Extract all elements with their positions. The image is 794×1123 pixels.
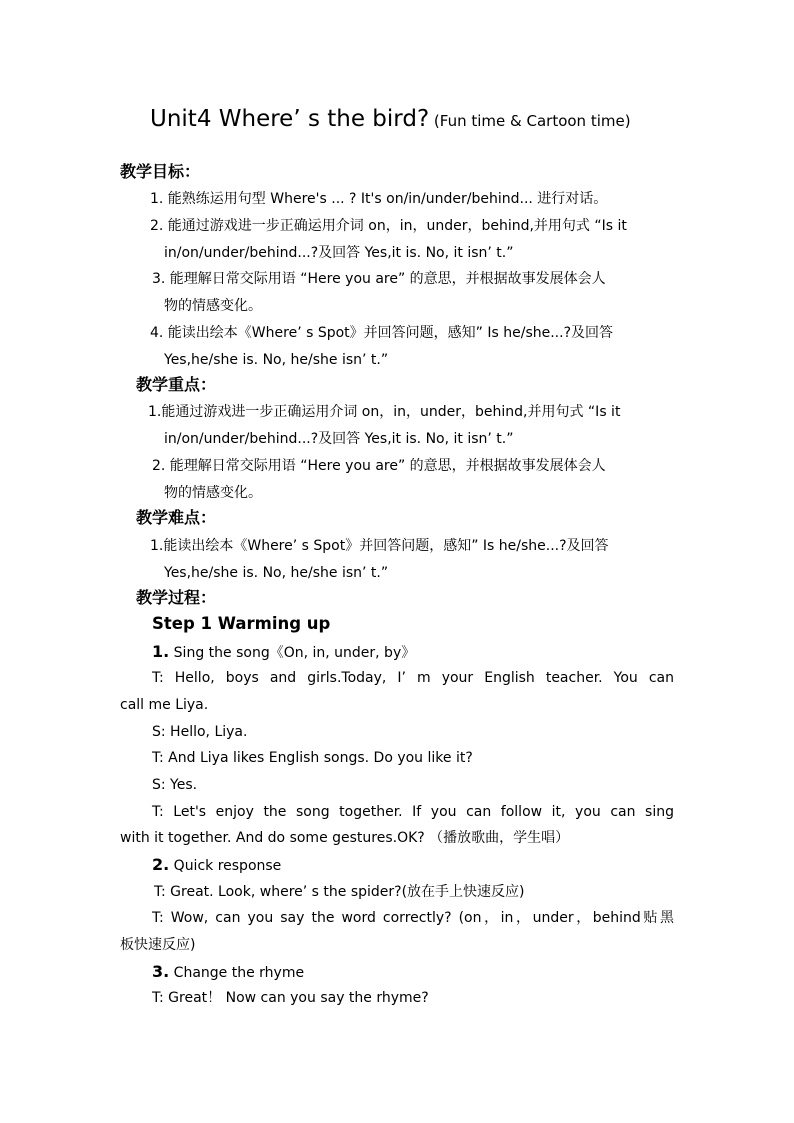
activity-title: Quick response bbox=[169, 858, 282, 874]
activity-heading bbox=[152, 855, 281, 876]
title-sub: (Fun time & Cartoon time) bbox=[429, 112, 631, 130]
difficult-point-line: Yes,he/she is. No, he/she isn’ t.” bbox=[164, 565, 389, 581]
dialogue-line: 板快速反应) bbox=[120, 937, 196, 953]
activity-title: Sing the song《On, in, under, by》 bbox=[169, 645, 416, 661]
dialogue-line: T: Let's enjoy the song together. If you can follow it, you can sing bbox=[152, 804, 674, 820]
activity-number: 1. bbox=[152, 642, 170, 661]
process-heading: 教学过程： bbox=[136, 588, 217, 607]
difficult-points-heading: 教学难点： bbox=[136, 508, 217, 527]
key-point-line: 2. 能理解日常交际用语 “Here you are” 的意思，并根据故事发展体会人 bbox=[152, 458, 606, 474]
objective-line: in/on/under/behind...?及回答 Yes,it is. No, it isn’ t.” bbox=[164, 245, 514, 261]
key-point-line: 1.能通过游戏进一步正确运用介词 on，in，under，behind,并用句式 “Is it bbox=[148, 404, 621, 420]
activity-heading bbox=[152, 962, 304, 983]
objective-line: Yes,he/she is. No, he/she isn’ t.” bbox=[164, 352, 389, 368]
objective-line: 1. 能熟练运用句型 Where's ... ? It's on/in/under/behind... 进行对话。 bbox=[150, 191, 608, 207]
dialogue-line: S: Hello, Liya. bbox=[152, 724, 248, 740]
dialogue-line: T: Great. Look, where’ s the spider?(放在手上快速反应) bbox=[154, 884, 525, 900]
activity-title: Change the rhyme bbox=[169, 965, 305, 981]
objective-line: 2. 能通过游戏进一步正确运用介词 on，in，under，behind,并用句式 “Is it bbox=[150, 218, 627, 234]
difficult-point-line: 1.能读出绘本《Where’ s Spot》并回答问题，感知” Is he/she...?及回答 bbox=[150, 538, 609, 554]
key-point-line: in/on/under/behind...?及回答 Yes,it is. No, it isn’ t.” bbox=[164, 431, 514, 447]
title-main: Unit4 Where’ s the bird? bbox=[150, 106, 430, 132]
objective-line: 3. 能理解日常交际用语 “Here you are” 的意思，并根据故事发展体会人 bbox=[152, 271, 606, 287]
objectives-heading: 教学目标： bbox=[120, 162, 201, 181]
dialogue-line: T: Hello, boys and girls.Today, I’ m your English teacher. You can bbox=[152, 670, 674, 686]
document-title bbox=[150, 104, 631, 136]
key-points-heading: 教学重点： bbox=[136, 375, 217, 394]
key-point-line: 物的情感变化。 bbox=[164, 485, 262, 501]
objective-line: 4. 能读出绘本《Where’ s Spot》并回答问题，感知” Is he/she...?及回答 bbox=[150, 325, 614, 341]
activity-heading bbox=[152, 642, 415, 663]
step-heading: Step 1 Warming up bbox=[152, 614, 331, 633]
activity-number: 3. bbox=[152, 962, 170, 981]
dialogue-line: with it together. And do some gestures.OK? （播放歌曲，学生唱） bbox=[120, 830, 570, 846]
dialogue-line: T: And Liya likes English songs. Do you like it? bbox=[152, 750, 473, 766]
dialogue-line: T: Great！ Now can you say the rhyme? bbox=[152, 990, 429, 1006]
dialogue-line: T: Wow, can you say the word correctly? (on，in，under，behind贴黑 bbox=[152, 910, 674, 926]
dialogue-line: call me Liya. bbox=[120, 697, 209, 713]
activity-number: 2. bbox=[152, 855, 170, 874]
objective-line: 物的情感变化。 bbox=[164, 298, 262, 314]
dialogue-line: S: Yes. bbox=[152, 777, 198, 793]
